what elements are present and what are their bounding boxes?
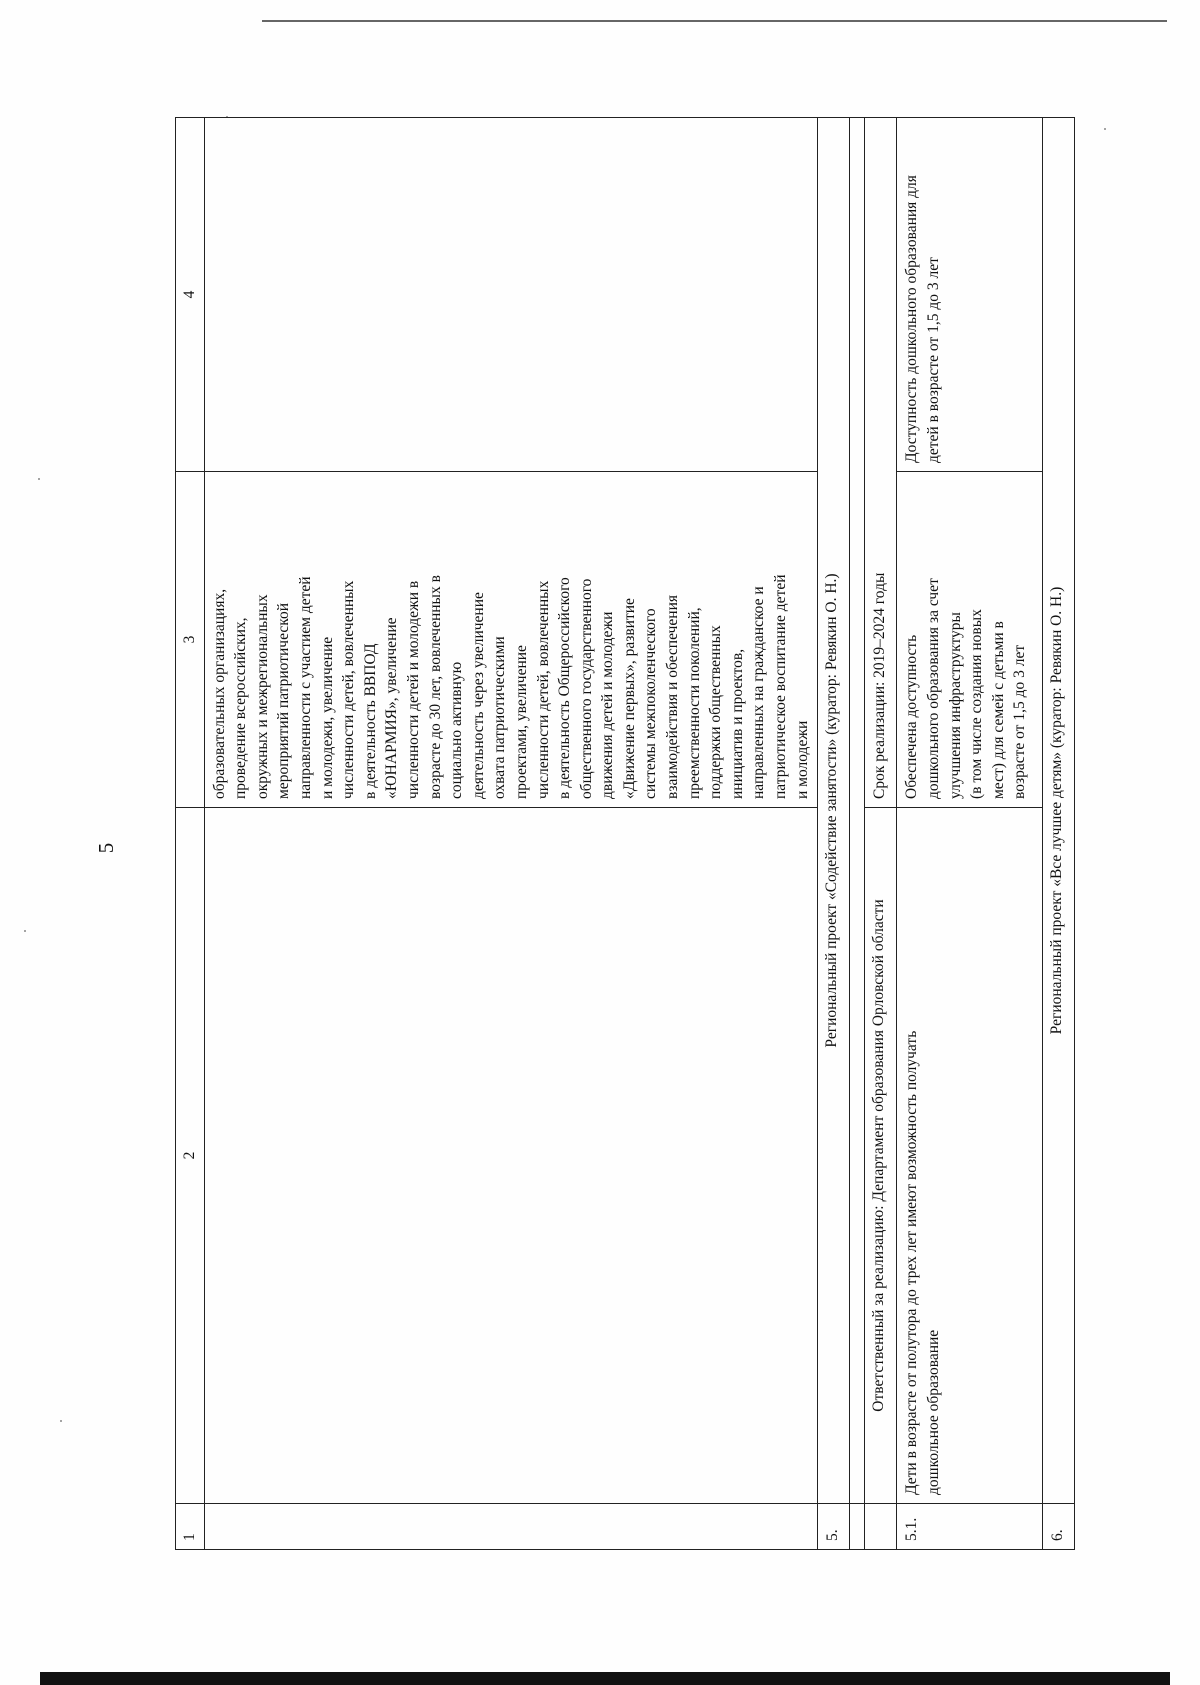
rotated-table-container [175, 118, 1075, 1550]
section-6-row [1042, 118, 1074, 1550]
continuation-col-3: образовательных организациях, проведение всероссийских, окружных и межрегиональных мероприятий патриотической направленности с участием детей и молодежи, увеличение численности детей, вовлеченных в деятельность ВВПОД «ЮНАРМИЯ», увеличение численности детей и молодежи в возрасте до 30 лет, вовлеченных в социально активную деятельность через увеличение охвата патриотическими проектами, увеличение численности детей, вовлеченных в деятельность Общероссийского общественного государственного движения детей и молодежи «Движение первых», развитие системы межпоколенческого взаимодействия и обеспечения преемственности поколений, поддержки общественных инициатив и проектов, направленных на гражданское и патриотическое воспитание детей и молодежи [204, 472, 818, 808]
section-5-responsible: Ответственный за реализацию: Департамент образования Орловской области [865, 808, 897, 1504]
row-5-1 [897, 118, 1042, 1550]
row-5-1-number: 5.1. [897, 1504, 1042, 1550]
header-row [176, 118, 205, 1550]
row-5-1-task: Дети в возрасте от полутора до трех лет имеют возможность получать дошкольное образование [897, 808, 1042, 1504]
spacer-cell [850, 1504, 865, 1550]
scan-speck [1104, 128, 1106, 130]
scan-speck [24, 930, 26, 932]
header-col-1: 1 [176, 1504, 205, 1550]
row-5-1-indicator: Доступность дошкольного образования для детей в возрасте от 1,5 до 3 лет [897, 118, 1042, 472]
scan-edge-bottom [40, 1672, 1170, 1685]
scan-edge-top [262, 20, 1167, 22]
program-table [175, 117, 1075, 1550]
page-number: 5 [94, 842, 118, 854]
scan-speck [38, 478, 40, 480]
scan-speck [60, 1420, 62, 1422]
continuation-col-4 [204, 118, 818, 472]
section-5-row [818, 118, 850, 1550]
header-col-3: 3 [176, 472, 205, 808]
section-6-title: Региональный проект «Все лучшее детям» (куратор: Ревякин О. Н.) [1042, 118, 1074, 1504]
section-5-number: 5. [818, 1504, 850, 1550]
continuation-row [204, 118, 818, 1550]
row-5-1-result: Обеспечена доступность дошкольного образования за счет улучшения инфраструктуры (в том числе создания новых мест) для семей с детьми в возрасте от 1,5 до 3 лет [897, 472, 1042, 808]
continuation-col-1 [204, 1504, 818, 1550]
meta-col-1 [865, 1504, 897, 1550]
section-6-number: 6. [1042, 1504, 1074, 1550]
section-5-title: Региональный проект «Содействие занятости» (куратор: Ревякин О. Н.) [818, 118, 850, 1504]
section-5-term: Срок реализации: 2019–2024 годы [865, 118, 897, 808]
header-col-4: 4 [176, 118, 205, 472]
header-col-2: 2 [176, 808, 205, 1504]
section-5-meta-row [865, 118, 897, 1550]
spacer-cell [850, 118, 865, 1504]
section-5-spacer-row [850, 118, 865, 1550]
continuation-col-2 [204, 808, 818, 1504]
